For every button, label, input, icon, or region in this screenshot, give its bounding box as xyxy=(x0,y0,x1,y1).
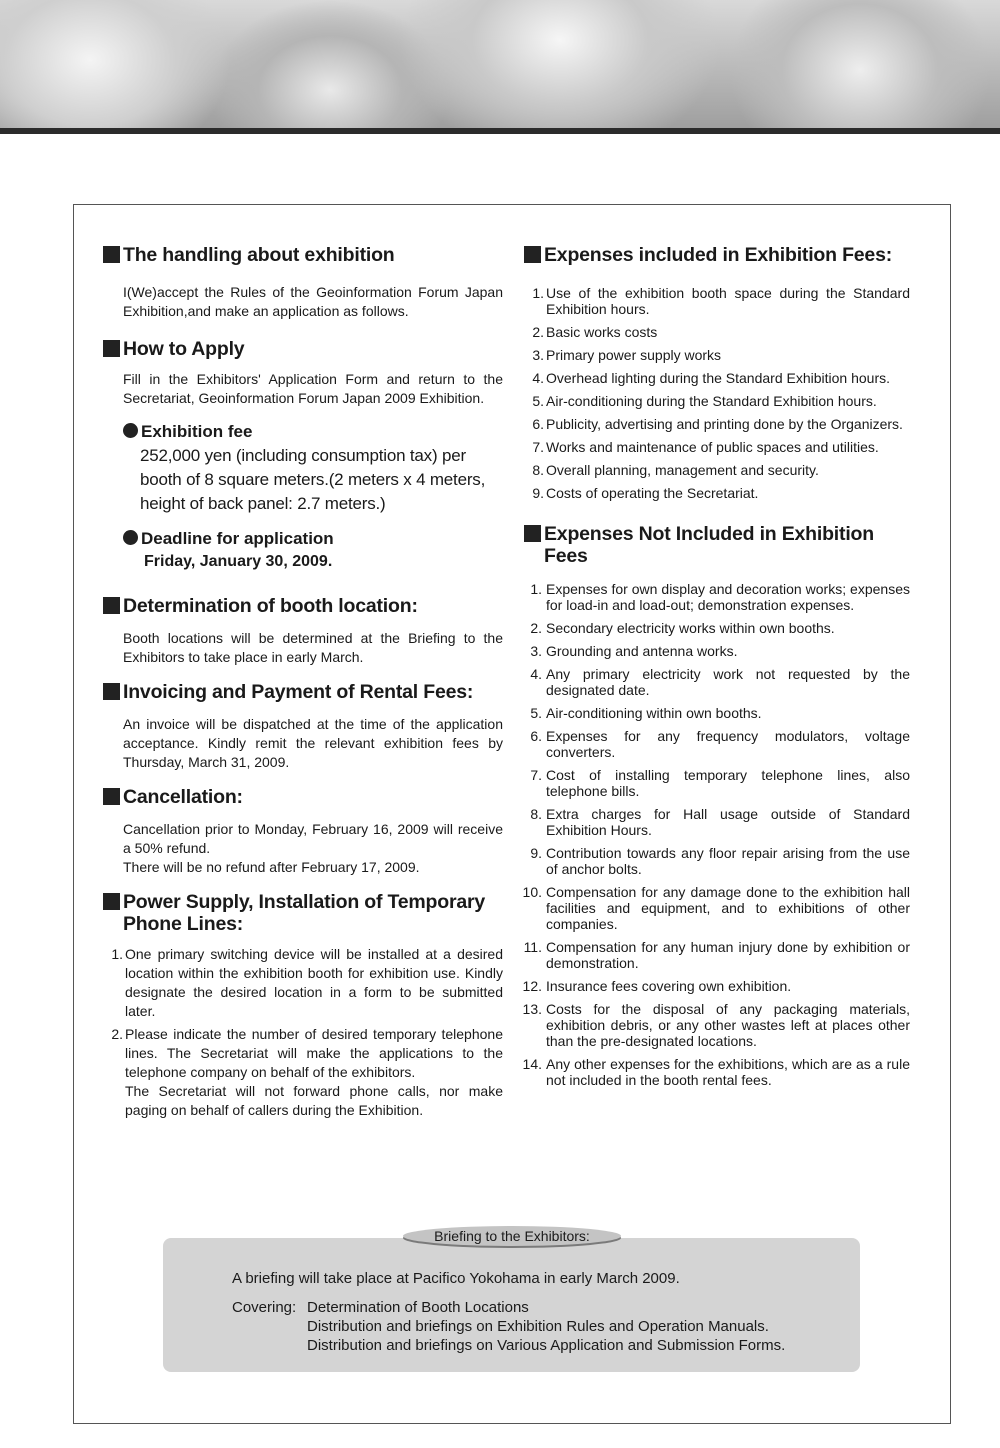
list-item: 2. Please indicate the number of desired temporary telephone lines. The Secretariat will make the applications to the telephone company on behalf of the exhibitors. The Secretariat will not forward phone calls, nor make paging on behalf of callers during the Exhibition. xyxy=(111,1026,503,1118)
list-item: 5. Air-conditioning during the Standard Exhibition hours. xyxy=(532,393,877,409)
header-decorative-banner xyxy=(0,0,1000,128)
section-title-how-to-apply: How to Apply xyxy=(103,338,503,360)
square-bullet-icon xyxy=(103,893,120,910)
square-bullet-icon xyxy=(103,340,120,357)
handling-text: I(We)accept the Rules of the Geoinformation Forum Japan Exhibition,and make an application as follows. xyxy=(123,284,503,319)
included-expenses-list xyxy=(524,285,910,501)
booth-location-text: Booth locations will be determined at the Briefing to the Exhibitors to take place in early March. xyxy=(123,630,503,665)
section-title-not-included-expenses: Expenses Not Included in Exhibition Fees xyxy=(524,523,910,567)
square-bullet-icon xyxy=(524,246,541,263)
list-item: 4. Overhead lighting during the Standard Exhibition hours. xyxy=(532,370,890,386)
list-item: Distribution and briefings on Various Application and Submission Forms. xyxy=(307,1337,786,1354)
how-to-apply-text: Fill in the Exhibitors' Application Form and return to the Secretariat, Geoinformation Forum Japan 2009 Exhibition. xyxy=(123,371,503,406)
cancellation-text: Cancellation prior to Monday, February 16, 2009 will receive a 50% refund. xyxy=(123,821,503,856)
list-item: Determination of Booth Locations xyxy=(307,1299,529,1316)
section-title-invoicing: Invoicing and Payment of Rental Fees: xyxy=(103,681,503,703)
square-bullet-icon xyxy=(103,246,120,263)
list-item: 1. Use of the exhibition booth space during the Standard Exhibition hours. xyxy=(532,285,910,317)
list-item: 8. Overall planning, management and security. xyxy=(532,462,819,478)
round-bullet-icon xyxy=(123,423,138,438)
list-item: 12. Insurance fees covering own exhibition. xyxy=(522,978,792,994)
section-title-included-expenses: Expenses included in Exhibition Fees: xyxy=(524,244,910,266)
list-item: 8. Extra charges for Hall usage outside of Standard Exhibition Hours. xyxy=(530,806,910,838)
section-title-cancellation: Cancellation: xyxy=(103,786,503,808)
square-bullet-icon xyxy=(524,525,541,542)
briefing-main-text: A briefing will take place at Pacifico Yokohama in early March 2009. xyxy=(232,1270,680,1287)
power-supply-list xyxy=(103,945,503,1120)
left-column xyxy=(103,244,503,1120)
list-item: 4. Any primary electricity work not requested by the designated date. xyxy=(530,666,910,698)
square-bullet-icon xyxy=(103,683,120,700)
section-title-handling: The handling about exhibition xyxy=(103,244,503,266)
deadline-date: Friday, January 30, 2009. xyxy=(144,553,333,570)
list-item: 7. Cost of installing temporary telephone lines, also telephone bills. xyxy=(530,767,910,799)
list-item: 3. Primary power supply works xyxy=(532,347,722,363)
list-item: 2. Secondary electricity works within own booths. xyxy=(530,620,835,636)
right-column xyxy=(524,244,910,1088)
not-included-expenses-list xyxy=(524,581,910,1088)
list-item: 9. Contribution towards any floor repair arising from the use of anchor bolts. xyxy=(530,845,910,877)
round-bullet-icon xyxy=(123,530,138,545)
square-bullet-icon xyxy=(103,597,120,614)
list-item: 1. One primary switching device will be installed at a desired location within the exhibition booth for exhibition use. Kindly designate the desired location in a form to be submitted later. xyxy=(111,946,503,1019)
covering-list xyxy=(307,1298,785,1355)
list-item: 5. Air-conditioning within own booths. xyxy=(530,705,762,721)
square-bullet-icon xyxy=(103,788,120,805)
list-item: 6. Publicity, advertising and printing done by the Organizers. xyxy=(532,416,903,432)
list-item: 9. Costs of operating the Secretariat. xyxy=(532,485,759,501)
deadline-title: Deadline for application xyxy=(103,529,503,549)
briefing-tab: Briefing to the Exhibitors: xyxy=(403,1226,621,1246)
section-title-booth-location: Determination of booth location: xyxy=(103,595,503,617)
list-item: 7. Works and maintenance of public spaces and utilities. xyxy=(532,439,879,455)
list-item: 14. Any other expenses for the exhibitions, which are as a rule not included in the booth rental fees. xyxy=(522,1056,910,1088)
invoicing-text: An invoice will be dispatched at the time of the application acceptance. Kindly remit the relevant exhibition fees by Thursday, March 31, 2009. xyxy=(123,716,503,770)
list-item: 1. Expenses for own display and decoration works; expenses for load-in and load-out; demonstration expenses. xyxy=(530,581,910,613)
list-item: Distribution and briefings on Exhibition Rules and Operation Manuals. xyxy=(307,1318,769,1335)
cancellation-no-refund: There will be no refund after February 17, 2009. xyxy=(123,859,420,875)
exhibition-fee-text: 252,000 yen (including consumption tax) per booth of 8 square meters.(2 meters x 4 meters, height of back panel: 2.7 meters.) xyxy=(140,446,486,513)
list-item: 2. Basic works costs xyxy=(532,324,658,340)
list-item: 6. Expenses for any frequency modulators, voltage converters. xyxy=(530,728,910,760)
list-item: 13. Costs for the disposal of any packaging materials, exhibition debris, or any other wastes left at places other than the pre-designated locations. xyxy=(522,1001,910,1049)
list-item: 10. Compensation for any damage done to the exhibition hall facilities and equipment, and to exhibitions of other companies. xyxy=(522,884,910,932)
header-rule xyxy=(0,128,1000,134)
list-item: 11. Compensation for any human injury done by exhibition or demonstration. xyxy=(523,939,910,971)
list-item: 3. Grounding and antenna works. xyxy=(530,643,738,659)
covering-label: Covering: xyxy=(232,1299,297,1316)
exhibition-fee-title: Exhibition fee xyxy=(103,422,503,442)
section-title-power-supply: Power Supply, Installation of Temporary Phone Lines: xyxy=(103,891,503,935)
